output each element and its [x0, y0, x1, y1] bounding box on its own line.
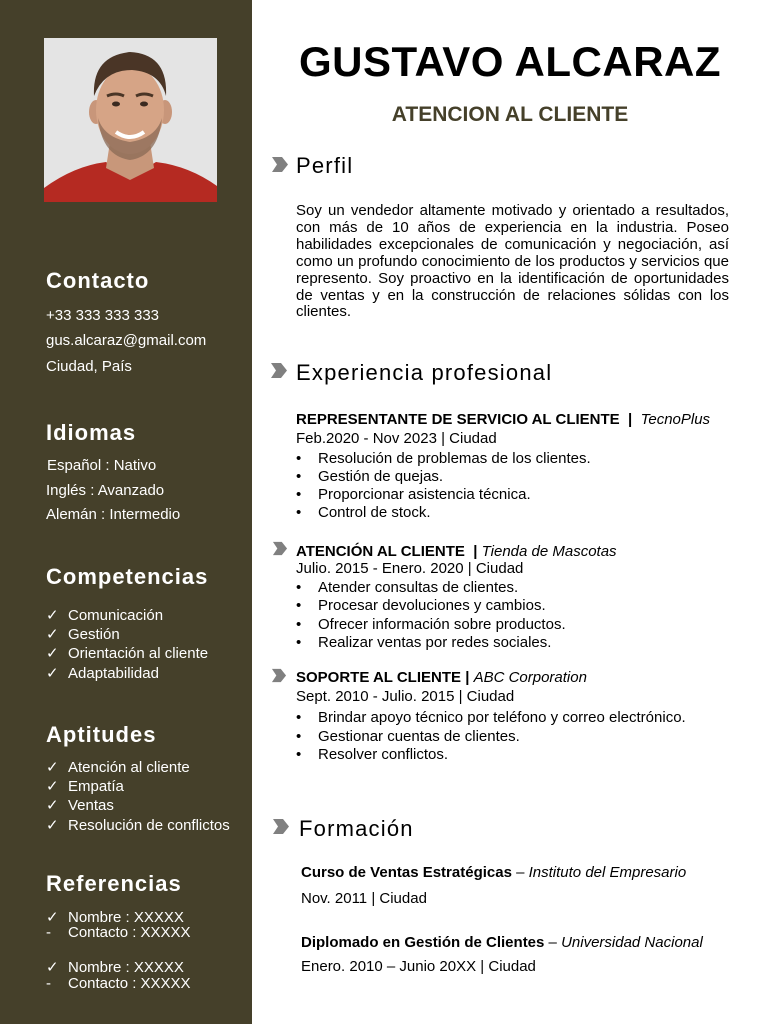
- contact-phone[interactable]: +33 333 333 333: [46, 307, 160, 324]
- skills-heading: Competencias: [46, 564, 209, 589]
- reference-name-label: Nombre : XXXXX: [68, 959, 184, 976]
- job-company: TecnoPlus: [640, 411, 711, 428]
- job-bullet: [296, 616, 566, 633]
- job-separator: |: [628, 411, 633, 428]
- chevron-right-icon: [271, 156, 289, 173]
- aptitudes-heading: Aptitudes: [46, 722, 157, 747]
- references-heading: Referencias: [46, 871, 182, 896]
- chevron-right-icon: [272, 818, 290, 835]
- bullet-icon: •: [296, 746, 302, 763]
- job-dates: Julio. 2015 - Enero. 2020 | Ciudad: [296, 560, 524, 577]
- job-bullet: [296, 468, 443, 485]
- job-title: ATENCIÓN AL CLIENTE: [296, 543, 465, 560]
- job-separator: |: [473, 543, 478, 560]
- job-bullet-text: Proporcionar asistencia técnica.: [318, 486, 531, 503]
- chevron-right-icon: [271, 668, 287, 683]
- education-separator: –: [516, 864, 525, 881]
- profile-heading: Perfil: [296, 153, 354, 178]
- reference-contact-label: Contacto : XXXXX: [68, 924, 191, 941]
- bullet-icon: •: [296, 597, 302, 614]
- check-icon: ✓: [46, 626, 59, 643]
- education-heading: Formación: [299, 816, 414, 841]
- bullet-icon: •: [296, 579, 302, 596]
- aptitude-label: Empatía: [68, 778, 124, 795]
- education-separator: –: [548, 934, 557, 951]
- aptitude-item: [46, 796, 114, 814]
- candidate-role: ATENCION AL CLIENTE: [391, 103, 629, 126]
- job-bullet: [296, 486, 531, 503]
- language-item: Alemán : Intermedio: [46, 506, 181, 523]
- skill-label: Comunicación: [68, 607, 164, 624]
- job-company: ABC Corporation: [473, 669, 587, 686]
- dash-icon: -: [46, 924, 51, 941]
- check-icon: ✓: [46, 959, 59, 976]
- skill-item: [46, 644, 208, 662]
- contact-email[interactable]: gus.alcaraz@gmail.com: [46, 332, 207, 349]
- job-bullet: [296, 504, 431, 521]
- aptitude-item: [46, 758, 190, 776]
- reference-contact: [46, 975, 191, 992]
- check-icon: ✓: [46, 797, 59, 814]
- job-bullet: [296, 728, 520, 745]
- job-bullet: [296, 709, 686, 726]
- job-bullet-text: Procesar devoluciones y cambios.: [318, 597, 546, 614]
- job-bullet-text: Resolución de problemas de los clientes.: [318, 450, 591, 467]
- bullet-icon: •: [296, 634, 302, 651]
- job-separator: |: [465, 669, 470, 686]
- contact-heading: Contacto: [46, 268, 150, 293]
- job-bullet-text: Gestión de quejas.: [318, 468, 444, 485]
- bullet-icon: •: [296, 709, 302, 726]
- education-entry: [301, 934, 703, 951]
- education-dates: Enero. 2010 – Junio 20XX | Ciudad: [301, 958, 536, 975]
- education-dates: Nov. 2011 | Ciudad: [301, 890, 427, 907]
- job-bullet: [296, 746, 448, 763]
- education-entry: [301, 864, 686, 881]
- bullet-icon: •: [296, 450, 302, 467]
- job-header: [296, 543, 617, 560]
- education-course: Diplomado en Gestión de Clientes: [301, 934, 545, 951]
- bullet-icon: •: [296, 728, 302, 745]
- aptitude-label: Atención al cliente: [68, 759, 190, 776]
- candidate-name: GUSTAVO ALCARAZ: [298, 38, 722, 85]
- job-bullet: [296, 597, 546, 614]
- job-bullet-text: Ofrecer información sobre productos.: [318, 616, 566, 633]
- job-header: [296, 669, 587, 686]
- bullet-icon: •: [296, 616, 302, 633]
- bullet-icon: •: [296, 504, 302, 521]
- sidebar: [0, 0, 252, 1024]
- check-icon: ✓: [46, 778, 59, 795]
- aptitude-item: [46, 816, 230, 834]
- check-icon: ✓: [46, 817, 59, 834]
- language-item: Inglés : Avanzado: [46, 482, 165, 499]
- job-bullet-text: Atender consultas de clientes.: [318, 579, 519, 596]
- experience-heading: Experiencia profesional: [296, 360, 553, 385]
- skill-label: Gestión: [68, 626, 120, 643]
- skill-item: [46, 625, 120, 643]
- check-icon: ✓: [46, 665, 59, 682]
- dash-icon: -: [46, 975, 51, 992]
- job-dates: Feb.2020 - Nov 2023 | Ciudad: [296, 430, 497, 447]
- skill-item: [46, 664, 159, 682]
- education-institution: Instituto del Empresario: [528, 864, 687, 881]
- job-bullet-text: Brindar apoyo técnico por teléfono y correo electrónico.: [318, 709, 686, 726]
- check-icon: ✓: [46, 645, 59, 662]
- bullet-icon: •: [296, 468, 302, 485]
- education-course: Curso de Ventas Estratégicas: [301, 864, 512, 881]
- job-bullet-text: Realizar ventas por redes sociales.: [318, 634, 552, 651]
- profile-photo: [44, 38, 217, 202]
- aptitude-item: [46, 777, 124, 795]
- chevron-right-icon: [270, 362, 288, 379]
- reference-name: [46, 958, 184, 976]
- job-dates: Sept. 2010 - Julio. 2015 | Ciudad: [296, 688, 515, 705]
- avatar-icon: [44, 38, 217, 202]
- aptitude-label: Ventas: [68, 797, 114, 814]
- job-header: [296, 411, 710, 428]
- job-bullet: [296, 579, 518, 596]
- profile-text: Soy un vendedor altamente motivado y orientado a resultados, con más de 10 años de experiencia en la industria. Poseo habilidades excepcionales de comunicación y negociación, así como un profundo conocimiento de los productos y servicios que represento. Soy proactivo en la identificación de oportunidades de ventas y en la construcción de relaciones sólidas con los clientes.: [296, 202, 729, 321]
- job-title: SOPORTE AL CLIENTE: [296, 669, 462, 686]
- job-bullet-text: Gestionar cuentas de clientes.: [318, 728, 520, 745]
- check-icon: ✓: [46, 759, 59, 776]
- language-item: Español : Nativo: [47, 457, 157, 474]
- job-bullet-text: Resolver conflictos.: [318, 746, 449, 763]
- job-bullet-text: Control de stock.: [318, 504, 431, 521]
- job-title: REPRESENTANTE DE SERVICIO AL CLIENTE: [296, 411, 620, 428]
- chevron-right-icon: [272, 541, 288, 556]
- check-icon: ✓: [46, 607, 59, 624]
- education-institution: Universidad Nacional: [561, 934, 703, 951]
- skill-item: [46, 606, 163, 624]
- bullet-icon: •: [296, 486, 302, 503]
- languages-heading: Idiomas: [46, 420, 137, 445]
- job-bullet: [296, 450, 591, 467]
- reference-name-label: Nombre : XXXXX: [68, 909, 184, 926]
- contact-location: Ciudad, País: [46, 358, 132, 375]
- aptitude-label: Resolución de conflictos: [68, 817, 230, 834]
- check-icon: ✓: [46, 909, 59, 926]
- job-company: Tienda de Mascotas: [481, 543, 617, 560]
- job-bullet: [296, 634, 551, 651]
- reference-contact: [46, 924, 191, 941]
- skill-label: Adaptabilidad: [68, 665, 159, 682]
- reference-contact-label: Contacto : XXXXX: [68, 975, 191, 992]
- skill-label: Orientación al cliente: [68, 645, 209, 662]
